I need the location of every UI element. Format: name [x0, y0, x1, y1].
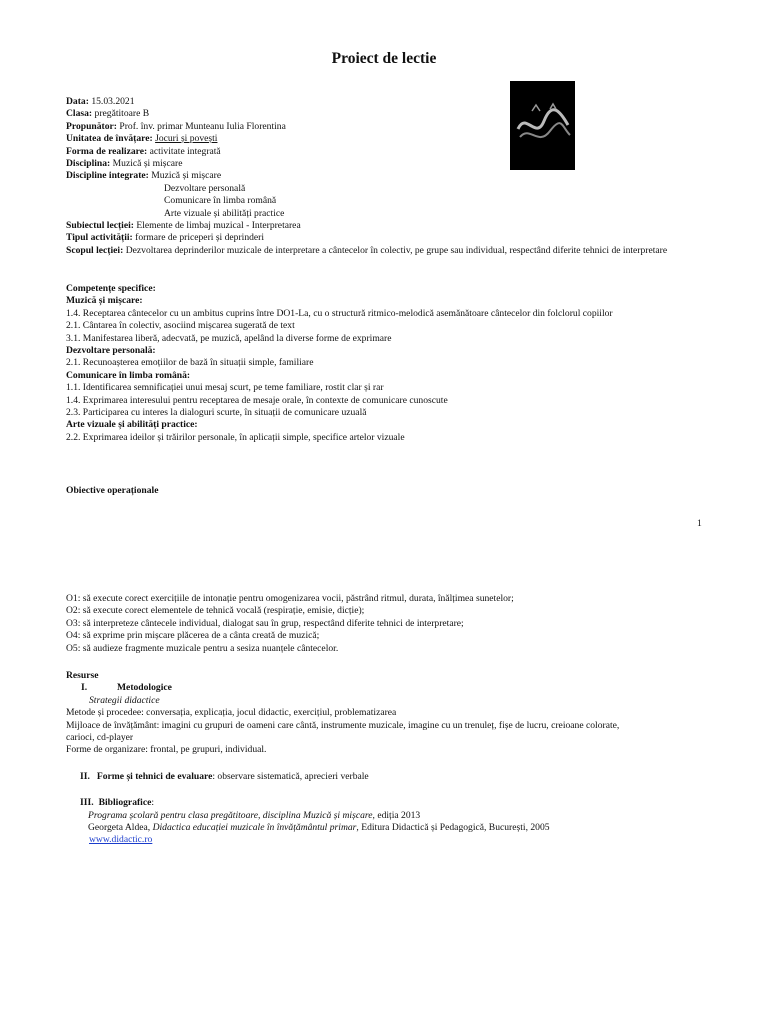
competence-item: 3.1. Manifestarea liberă, adecvată, pe muzică, apelând la diverse forme de exprimare	[66, 332, 392, 344]
header-label: Data:	[66, 96, 89, 107]
document-logo-image	[510, 81, 575, 170]
bibliography-link-row	[66, 834, 726, 846]
competence-item: 2.2. Exprimarea ideilor și trăirilor personale, în aplicații simple, specifice artelor vizuale	[66, 431, 405, 443]
integrated-item: Comunicare în limba română	[164, 195, 277, 207]
strategies-label: Strategii didactice	[89, 694, 160, 706]
resources-methodological-heading	[66, 682, 726, 694]
group-name-text: Muzică și mișcare	[66, 295, 140, 307]
competence-item: 1.4. Exprimarea interesului pentru receptarea de mesaje orale, în contexte de comunicare cunoscute	[66, 394, 448, 406]
header-value: 15.03.2021	[91, 96, 135, 107]
section-number: III.	[80, 797, 94, 809]
resources-section	[66, 670, 726, 847]
bibliography-item	[66, 810, 726, 822]
means-text: Mijloace de învățământ: imagini cu grupuri de oameni care cântă, instrumente muzicale, imagine cu un trenuleț, fișe de lucru, creioane colorate,	[66, 719, 620, 731]
bibliography-heading	[66, 797, 726, 809]
header-form	[66, 146, 486, 158]
integrated-item: Muzică și mișcare	[151, 170, 222, 182]
competences-heading: Competențe specifice:	[66, 283, 156, 294]
methods-text: Metode și procedee: conversația, explicația, jocul didactic, exercițiul, problematizarea	[66, 707, 397, 719]
competence-item: 2.1. Cântarea în colectiv, asociind mișcarea sugerată de text	[66, 320, 295, 332]
activity-type-value: formare de priceperi și deprinderi	[135, 232, 265, 244]
evaluation-line	[66, 771, 726, 783]
section-colon: :	[151, 797, 155, 809]
bib-author: Georgeta Aldea,	[88, 822, 153, 834]
header-label: Discipline integrate:	[66, 170, 149, 182]
logo-graphic	[510, 81, 575, 170]
competence-group-name: Arte vizuale și abilități practice:	[66, 419, 198, 431]
spacer	[66, 783, 726, 797]
objective-item: O1: să execute corect exercițiile de intonație pentru omogenizarea vocii, păstrând ritmul, durata, înălțimea sunetelor;	[66, 593, 514, 604]
competence-item: 1.4. Receptarea cântecelor cu un ambitus cuprins între DO1-La, cu o structură ritmico-melodică asemănătoare cântecelor din folclorul copiilor	[66, 307, 613, 319]
competence-group-name: Muzică și mișcare:	[66, 295, 143, 307]
lesson-scope	[66, 245, 706, 257]
competence-group-name: Dezvoltare personală:	[66, 345, 156, 357]
header-block	[66, 96, 486, 220]
integrated-item: Arte vizuale și abilități practice	[164, 207, 285, 219]
header-label: Unitatea de învățare:	[66, 133, 153, 145]
header-value: Muzică și mișcare	[112, 158, 183, 170]
objective-item: O2: să execute corect elementele de tehnică vocală (respirație, emisie, dicție);	[66, 605, 365, 617]
header-discipline	[66, 158, 486, 170]
evaluation-value: : observare sistematică, aprecieri verbale	[212, 770, 369, 782]
integrated-disciplines	[66, 170, 486, 182]
header-value: activitate integrată	[149, 145, 221, 157]
bib-edition: , ediția 2013	[372, 809, 421, 821]
scope-value: Dezvoltarea deprinderilor muzicale de interpretare a cântecelor în colectiv, pe grupe sau individual, respectând diferite tehnici de interpretare	[125, 244, 668, 256]
header-value: Jocuri și povești	[155, 133, 218, 145]
spacer	[66, 757, 726, 771]
bib-title: Didactica educației muzicale în învățământul primar	[152, 822, 357, 834]
lesson-info	[66, 220, 706, 257]
header-value: pregătitoare B	[94, 108, 150, 120]
competence-group-name: Comunicare în limba română:	[66, 369, 191, 381]
document-title: Proiect de lectie	[331, 50, 437, 67]
header-class	[66, 108, 486, 120]
header-unit	[66, 133, 486, 145]
header-teacher	[66, 121, 486, 133]
competences-section	[66, 283, 726, 444]
objective-item: O5: să audieze fragmente muzicale pentru a sesiza nuanțele cântecelor.	[66, 642, 339, 654]
objectives-list	[66, 593, 726, 655]
bibliography-item	[66, 822, 726, 834]
header-label: Propunător:	[66, 120, 117, 132]
header-date	[66, 96, 486, 108]
section-number: I.	[81, 682, 88, 694]
header-label: Clasa:	[66, 108, 93, 120]
scope-label: Scopul lecției:	[66, 244, 124, 256]
competence-item: 2.1. Recunoașterea emoțiilor de bază în situații simple, familiare	[66, 357, 314, 369]
integrated-item: Dezvoltare personală	[164, 182, 246, 194]
competence-item: 1.1. Identificarea semnificației unui mesaj scurt, pe teme familiare, rostit clar și rar	[66, 382, 384, 394]
means-text-cont: carioci, cd-player	[66, 732, 134, 744]
resources-heading: Resurse	[66, 670, 99, 681]
subject-label: Subiectul lecției:	[66, 220, 134, 231]
organization-text: Forme de organizare: frontal, pe grupuri, individual.	[66, 744, 267, 756]
section-title: Forme și tehnici de evaluare	[96, 770, 213, 782]
competence-item: 2.3. Participarea cu interes la dialoguri scurte, în situații de comunicare uzuală	[66, 407, 367, 419]
header-value: Prof. înv. primar Munteanu Iulia Florentina	[119, 120, 286, 132]
lesson-subject	[66, 220, 706, 232]
section-title: Bibliografice	[98, 797, 152, 809]
subject-value: Elemente de limbaj muzical - Interpretarea	[136, 220, 301, 231]
section-title: Metodologice	[117, 682, 172, 694]
bib-publisher: , Editura Didactică și Pedagogică, București, 2005	[356, 822, 550, 834]
header-label: Forma de realizare:	[66, 145, 148, 157]
objective-item: O3: să interpreteze cântecele individual, dialogat sau în grup, respectând diferite tehnici de interpretare;	[66, 617, 464, 629]
activity-type	[66, 232, 706, 244]
objectives-heading: Obiective operaționale	[66, 485, 159, 496]
objective-item: O4: să exprime prin mișcare plăcerea de a cânta creată de muzică;	[66, 630, 320, 642]
didactic-link[interactable]: www.didactic.ro	[89, 834, 153, 846]
header-label: Disciplina:	[66, 158, 111, 170]
bib-title: Programa școlară pentru clasa pregătitoare, disciplina Muzică și mișcare	[88, 809, 373, 821]
section-number: II.	[80, 770, 90, 782]
activity-type-label: Tipul activității:	[66, 232, 133, 244]
page-number: 1	[697, 518, 702, 529]
